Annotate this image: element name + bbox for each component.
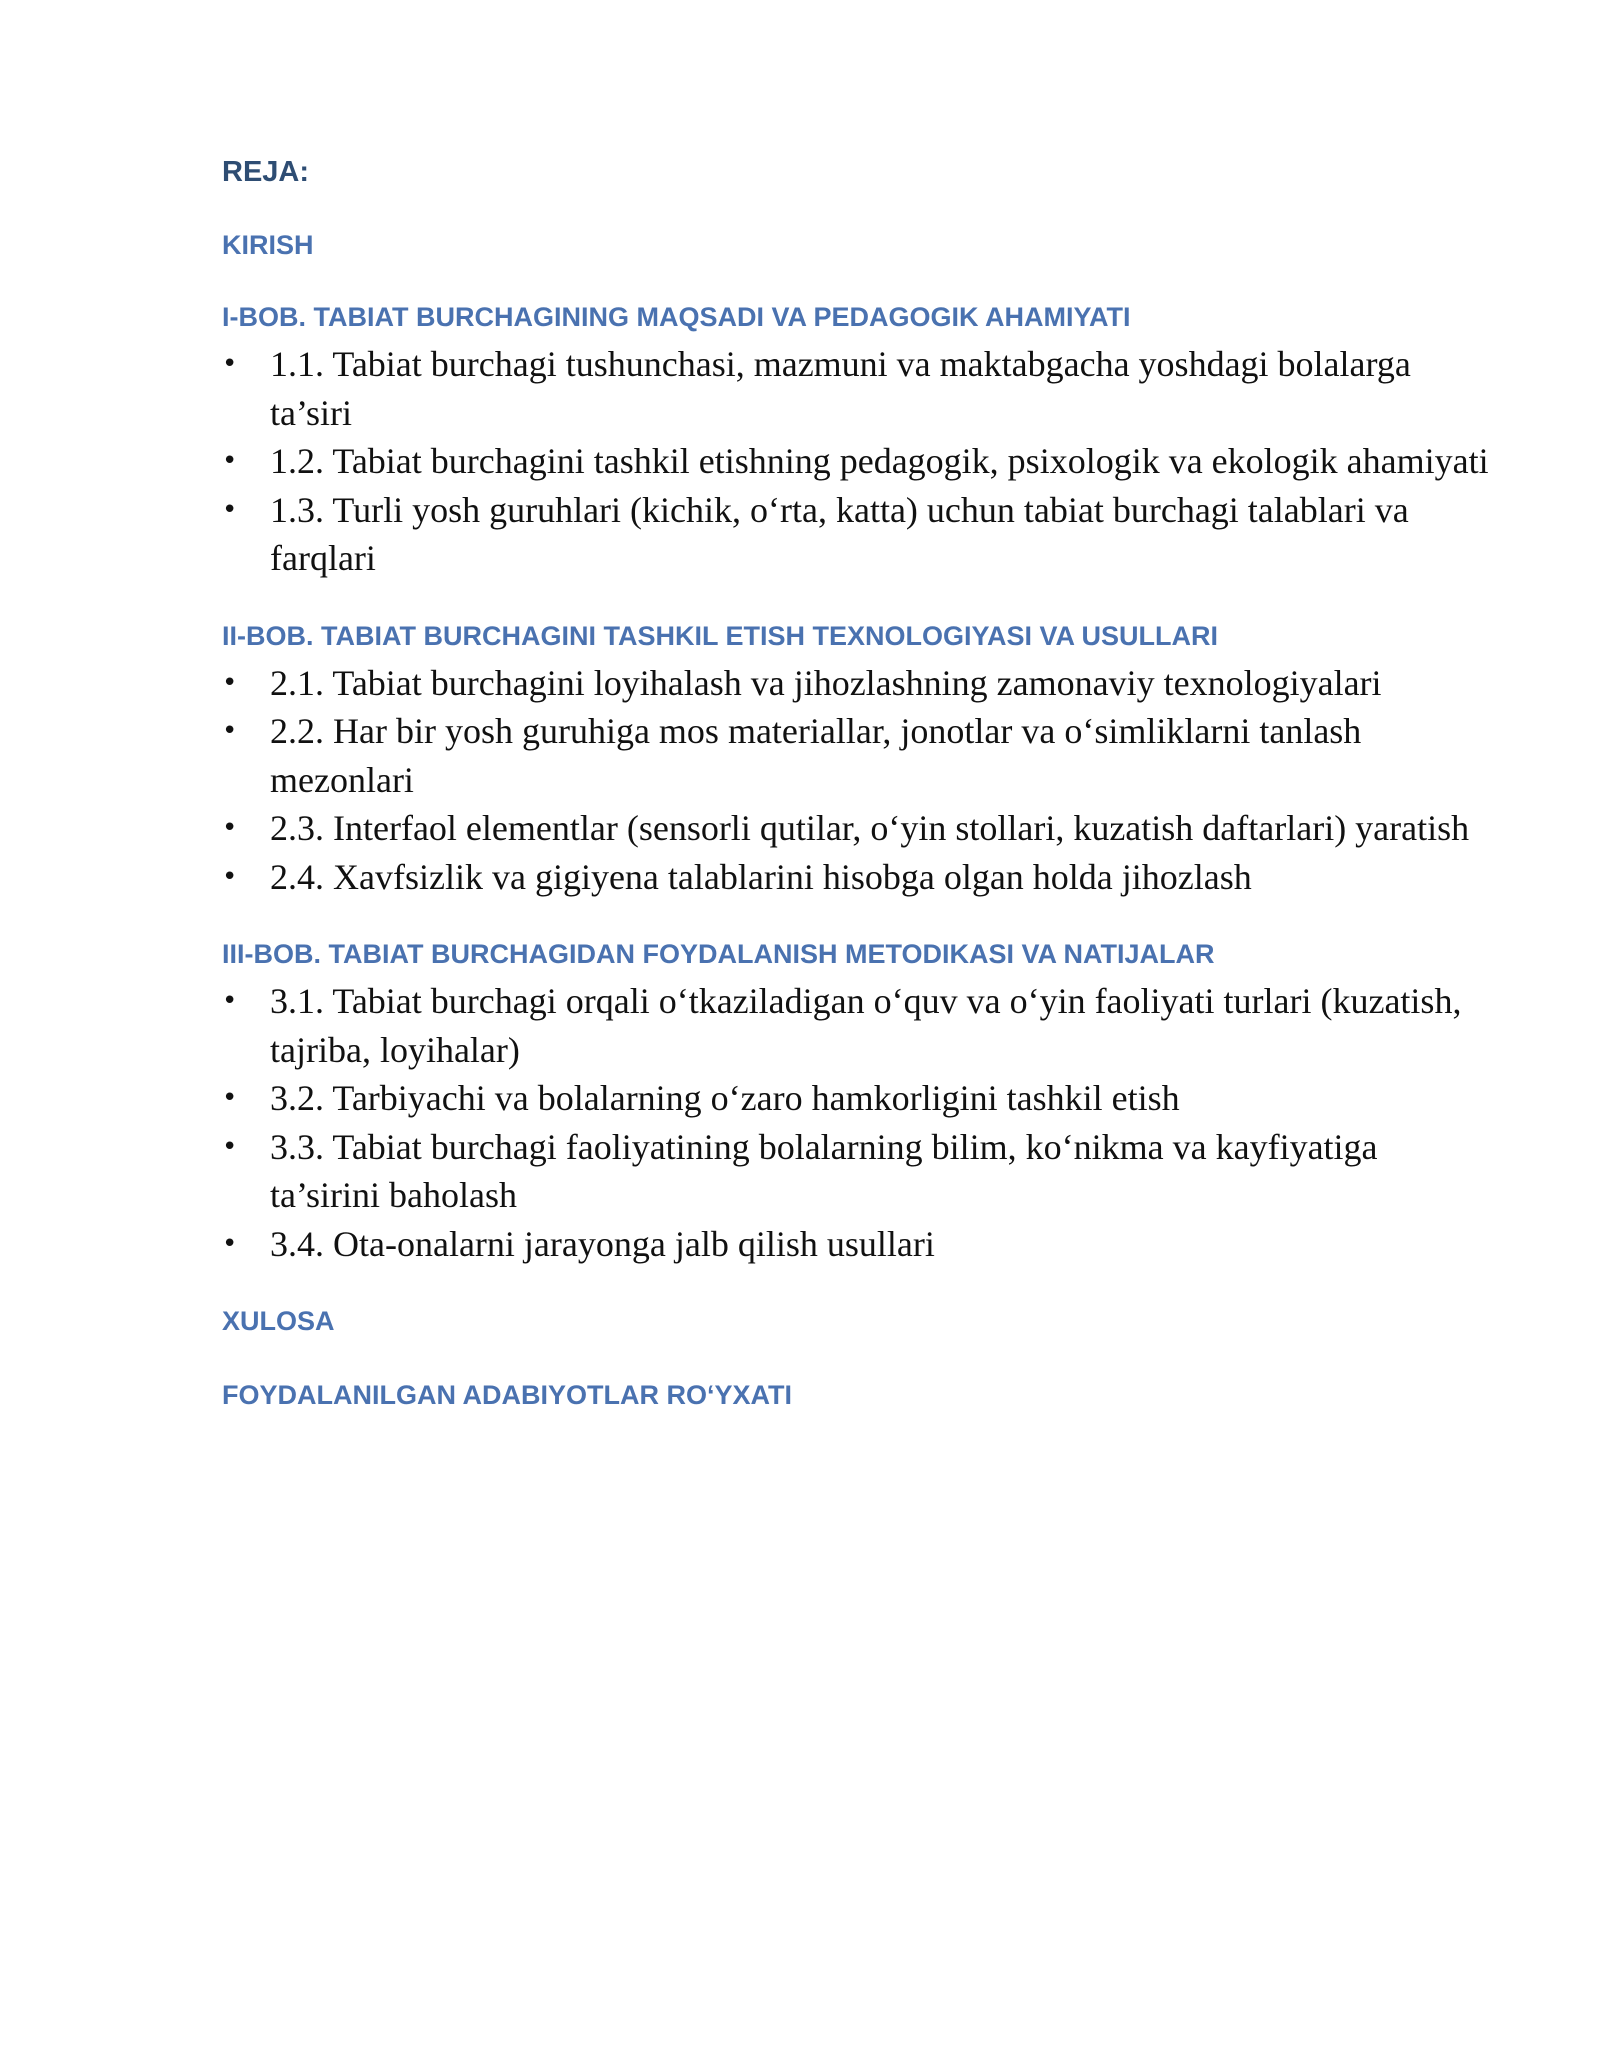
bullet-icon: •: [222, 1131, 238, 1162]
bullet-icon: •: [222, 986, 238, 1016]
bullet-icon: •: [222, 716, 238, 746]
conclusion-heading: XULOSA: [222, 1306, 335, 1336]
list-item-text: 3.2. Tarbiyachi va bolalarning o‘zaro hamkorligini tashkil etish: [270, 1078, 1180, 1118]
plan-title: REJA:: [222, 156, 310, 188]
list-item: [222, 1123, 1492, 1220]
list-item: [222, 1220, 1492, 1269]
bullet-icon: •: [222, 349, 238, 379]
list-item-text: 1.2. Tabiat burchagini tashkil etishning pedagogik, psixologik va ekologik ahamiyati: [270, 441, 1489, 481]
list-item-text: 1.3. Turli yosh guruhlari (kichik, o‘rta, katta) uchun tabiat burchagi talablari va farqlari: [270, 489, 1409, 578]
chapter-1-list: [222, 340, 1492, 583]
list-item-text: 3.1. Tabiat burchagi orqali o‘tkaziladigan o‘quv va o‘yin faoliyati turlari (kuzatish, tajriba, loyihalar): [270, 981, 1462, 1070]
list-item-text: 3.4. Ota-onalarni jarayonga jalb qilish usullari: [270, 1223, 935, 1264]
list-item-text: 2.4. Xavfsizlik va gigiyena talablarini hisobga olgan holda jihozlash: [270, 856, 1252, 897]
list-item: [222, 1074, 1492, 1123]
list-item: [222, 437, 1492, 486]
bullet-icon: •: [222, 494, 238, 525]
list-item: [222, 659, 1492, 708]
bullet-icon: •: [222, 861, 238, 892]
bullet-icon: •: [222, 1228, 238, 1259]
list-item-text: 2.3. Interfaol elementlar (sensorli qutilar, o‘yin stollari, kuzatish daftarlari) yaratish: [270, 808, 1470, 848]
bullet-icon: •: [222, 813, 238, 843]
intro-heading: KIRISH: [222, 230, 314, 260]
list-item: [222, 486, 1492, 583]
chapter-3-list: [222, 977, 1492, 1268]
bullet-icon: •: [222, 446, 238, 476]
chapter-1-heading: I-BOB. TABIAT BURCHAGINING MAQSADI VA PEDAGOGIK AHAMIYATI: [222, 302, 1131, 332]
chapter-3-heading: III-BOB. TABIAT BURCHAGIDAN FOYDALANISH METODIKASI VA NATIJALAR: [222, 939, 1215, 969]
list-item-text: 1.1. Tabiat burchagi tushunchasi, mazmuni va maktabgacha yoshdagi bolalarga ta’siri: [270, 344, 1411, 433]
plan-content: [222, 152, 1492, 1414]
bullet-icon: •: [222, 1083, 238, 1113]
list-item: [222, 977, 1492, 1074]
list-item-text: 2.1. Tabiat burchagini loyihalash va jihozlashning zamonaviy texnologiyalari: [270, 662, 1382, 703]
chapter-2-list: [222, 659, 1492, 902]
list-item: [222, 853, 1492, 902]
references-heading: FOYDALANILGAN ADABIYOTLAR RO‘YXATI: [222, 1380, 792, 1410]
list-item: [222, 707, 1492, 804]
list-item: [222, 340, 1492, 437]
list-item: [222, 804, 1492, 853]
chapter-2-heading: II-BOB. TABIAT BURCHAGINI TASHKIL ETISH TEXNOLOGIYASI VA USULLARI: [222, 620, 1219, 651]
bullet-icon: •: [222, 667, 238, 698]
list-item-text: 2.2. Har bir yosh guruhiga mos materiallar, jonotlar va o‘simliklarni tanlash mezonlari: [270, 711, 1362, 800]
list-item-text: 3.3. Tabiat burchagi faoliyatining bolalarning bilim, ko‘nikma va kayfiyatiga ta’sirini baholash: [270, 1126, 1378, 1215]
